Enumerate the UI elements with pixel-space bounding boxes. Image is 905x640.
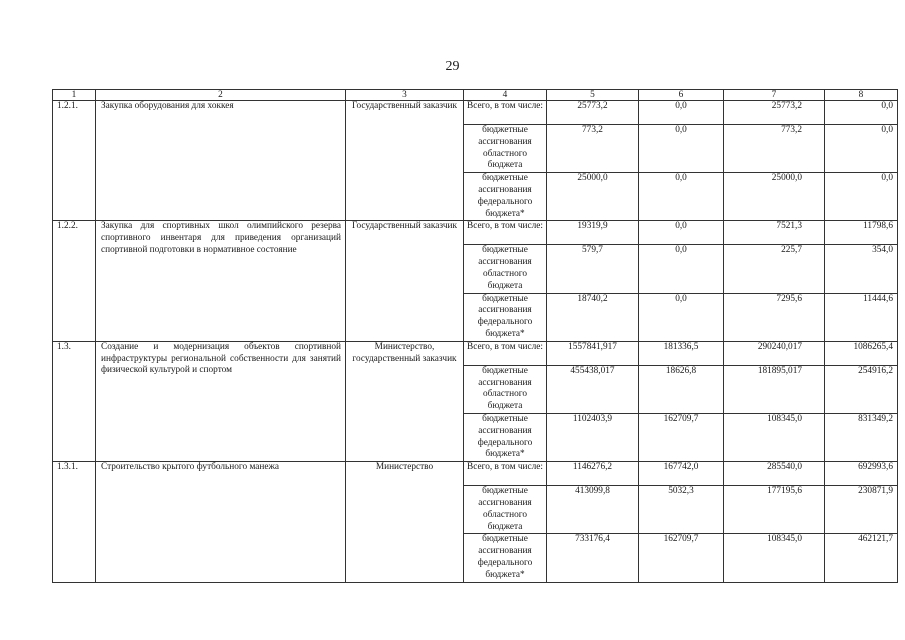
item-name: Строительство крытого футбольного манежа <box>96 462 346 582</box>
year1-value: 0,0 <box>639 125 724 173</box>
funding-source: бюджетные ассигнования федерального бюджета* <box>464 413 547 461</box>
total-value: 773,2 <box>547 125 639 173</box>
table-row <box>53 462 898 486</box>
item-executor: Министерство <box>346 462 464 582</box>
item-executor: Министерство, государственный заказчик <box>346 341 464 461</box>
year1-value: 0,0 <box>639 293 724 341</box>
total-value: 25773,2 <box>547 101 639 125</box>
year3-value: 0,0 <box>825 173 898 221</box>
year3-value: 1086265,4 <box>825 341 898 365</box>
year3-value: 831349,2 <box>825 413 898 461</box>
year1-value: 0,0 <box>639 221 724 245</box>
item-executor: Государственный заказчик <box>346 221 464 341</box>
year2-value: 108345,0 <box>724 413 825 461</box>
item-name: Создание и модернизация объектов спортивной инфраструктуры региональной собственности для занятий физической культурой и спортом <box>96 341 346 461</box>
column-header: 4 <box>464 90 547 101</box>
year2-value: 7521,3 <box>724 221 825 245</box>
column-header: 6 <box>639 90 724 101</box>
column-header: 1 <box>53 90 96 101</box>
year2-value: 7295,6 <box>724 293 825 341</box>
funding-source: Всего, в том числе: <box>464 462 547 486</box>
year2-value: 25000,0 <box>724 173 825 221</box>
total-value: 19319,9 <box>547 221 639 245</box>
year1-value: 181336,5 <box>639 341 724 365</box>
funding-source: бюджетные ассигнования областного бюджета <box>464 245 547 293</box>
year1-value: 0,0 <box>639 245 724 293</box>
year1-value: 0,0 <box>639 173 724 221</box>
funding-source: бюджетные ассигнования областного бюджета <box>464 365 547 413</box>
column-header: 8 <box>825 90 898 101</box>
total-value: 579,7 <box>547 245 639 293</box>
total-value: 1102403,9 <box>547 413 639 461</box>
year1-value: 0,0 <box>639 101 724 125</box>
year2-value: 225,7 <box>724 245 825 293</box>
year2-value: 181895,017 <box>724 365 825 413</box>
funding-source: бюджетные ассигнования федерального бюджета* <box>464 534 547 582</box>
year3-value: 11798,6 <box>825 221 898 245</box>
item-number: 1.2.2. <box>53 221 96 341</box>
year2-value: 25773,2 <box>724 101 825 125</box>
year3-value: 230871,9 <box>825 486 898 534</box>
total-value: 1557841,917 <box>547 341 639 365</box>
item-number: 1.2.1. <box>53 101 96 221</box>
year1-value: 167742,0 <box>639 462 724 486</box>
total-value: 413099,8 <box>547 486 639 534</box>
table-row <box>53 221 898 245</box>
year3-value: 0,0 <box>825 101 898 125</box>
funding-source: бюджетные ассигнования областного бюджета <box>464 125 547 173</box>
column-header: 2 <box>96 90 346 101</box>
column-header: 7 <box>724 90 825 101</box>
table-row <box>53 341 898 365</box>
year3-value: 254916,2 <box>825 365 898 413</box>
year3-value: 11444,6 <box>825 293 898 341</box>
item-name: Закупка для спортивных школ олимпийского резерва спортивного инвентаря для приведения организаций спортивной подготовки в нормативное состояние <box>96 221 346 341</box>
funding-source: бюджетные ассигнования федерального бюджета* <box>464 173 547 221</box>
funding-source: Всего, в том числе: <box>464 101 547 125</box>
year1-value: 18626,8 <box>639 365 724 413</box>
total-value: 18740,2 <box>547 293 639 341</box>
year3-value: 354,0 <box>825 245 898 293</box>
year3-value: 462121,7 <box>825 534 898 582</box>
item-executor: Государственный заказчик <box>346 101 464 221</box>
total-value: 1146276,2 <box>547 462 639 486</box>
funding-source: Всего, в том числе: <box>464 341 547 365</box>
year1-value: 162709,7 <box>639 413 724 461</box>
total-value: 733176,4 <box>547 534 639 582</box>
budget-table <box>52 89 898 583</box>
total-value: 455438,017 <box>547 365 639 413</box>
page-number: 29 <box>445 59 460 74</box>
funding-source: бюджетные ассигнования федерального бюджета* <box>464 293 547 341</box>
year2-value: 285540,0 <box>724 462 825 486</box>
year2-value: 108345,0 <box>724 534 825 582</box>
item-number: 1.3.1. <box>53 462 96 582</box>
column-header: 3 <box>346 90 464 101</box>
column-number-row <box>53 90 898 101</box>
year2-value: 290240,017 <box>724 341 825 365</box>
year3-value: 0,0 <box>825 125 898 173</box>
funding-source: бюджетные ассигнования областного бюджета <box>464 486 547 534</box>
year1-value: 5032,3 <box>639 486 724 534</box>
item-number: 1.3. <box>53 341 96 461</box>
year2-value: 177195,6 <box>724 486 825 534</box>
funding-source: Всего, в том числе: <box>464 221 547 245</box>
year2-value: 773,2 <box>724 125 825 173</box>
column-header: 5 <box>547 90 639 101</box>
year3-value: 692993,6 <box>825 462 898 486</box>
item-name: Закупка оборудования для хоккея <box>96 101 346 221</box>
total-value: 25000,0 <box>547 173 639 221</box>
year1-value: 162709,7 <box>639 534 724 582</box>
table-row <box>53 101 898 125</box>
